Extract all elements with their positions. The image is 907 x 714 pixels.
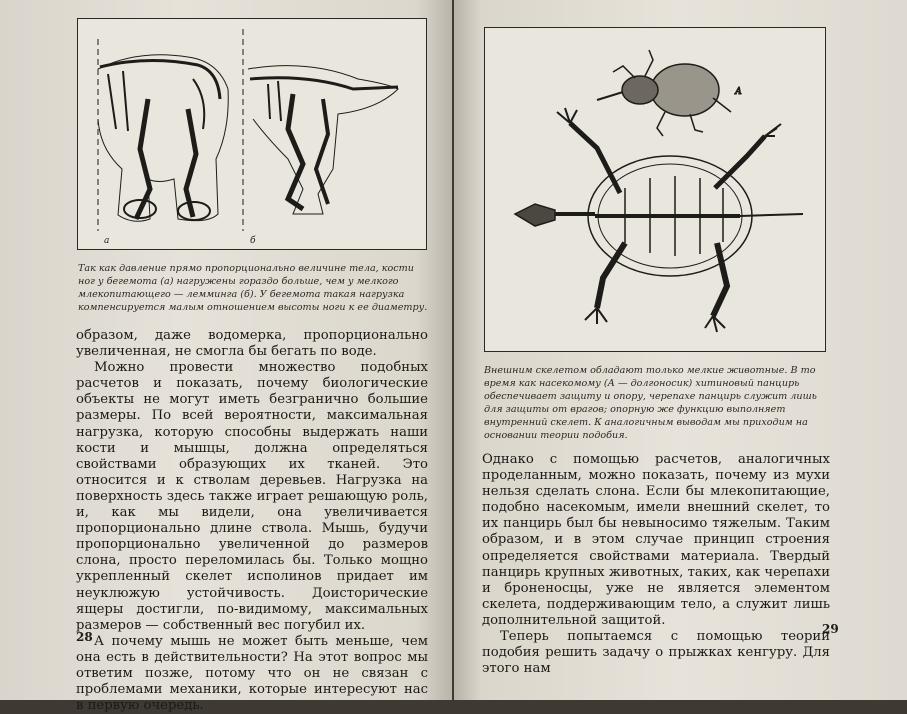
- paragraph: Можно провести множество подобных расчетов и показать, почему биологические объекты не могут иметь безгранично большие размеры. По всей вероятности, максимальная нагрузка, которую способны выдержать наши кости и мышцы, должна определяться свойствами образующих их тканей. Это относится и к стволам деревьев. Нагрузка на поверхность здесь также играет решающую роль, и, как мы видели, она увеличивается пропорционально длине ствола. Мышь, будучи пропорционально увеличенной до размеров слона, просто переломилась бы. Только мощно укрепленный скелет исполинов придает им неуклюжую устойчивость. Доисторические ящеры достигли, по-видимому, максимальных размеров — собственный вес погубил их.: [76, 360, 428, 633]
- paragraph: Однако с помощью расчетов, аналогичных проделанным, можно показать, почему из мухи нельзя сделать слона. Если бы млекопитающие, подобно насекомым, имели внешний скелет, то их панцирь был бы невыносимо тяжелым. Таким образом, и в этом случае принцип строения определяется свойствами материала. Твердый панцирь крупных животных, таких, как черепахи и броненосцы, уже не является элементом скелета, поддерживающим тело, а служит лишь дополнительной защитой.: [482, 452, 830, 628]
- paragraph: Теперь попытаемся с помощью теории подобия решить задачу о прыжках кенгуру. Для этого нам: [482, 629, 830, 677]
- paragraph: образом, даже водомерка, пропорционально увеличенная, не смогла бы бегать по воде.: [76, 328, 428, 360]
- turtle-weevil-figure: [484, 27, 826, 352]
- right-body-text: [482, 452, 830, 677]
- left-page: [0, 0, 452, 714]
- right-page: [454, 0, 907, 700]
- hippo-lemming-skeleton-illustration: [78, 19, 427, 250]
- page-number: 29: [822, 622, 839, 636]
- page-number: 28: [76, 630, 93, 644]
- skeleton-figure: [77, 18, 427, 250]
- figure-label-a: а: [104, 236, 110, 246]
- figure-caption: Внешним скелетом обладают только мелкие животные. В то время как насекомому (А — долгоносик) хитиновый панцирь обеспечивает защиту и опору, черепахе панцирь служит лишь для защиты от врагов; опорную же функцию выполняет внутренний скелет. К аналогичным выводам мы приходим на основании теории подобия.: [484, 365, 817, 441]
- paragraph: А почему мышь не может быть меньше, чем она есть в действительности? На этот вопрос мы ответим позже, потому что он не связан с проблемами механики, которые интересуют нас в первую очередь.: [76, 633, 428, 714]
- figure-caption: Так как давление прямо пропорционально величине тела, кости ног у бегемота (а) нагружены гораздо больше, чем у мелкого млекопитающего — лемминга (б). У бегемота такая нагрузка компенсируется малым отношением высоты ноги к ее диаметру.: [78, 263, 428, 313]
- left-body-text: [76, 328, 428, 714]
- figure-label-b: б: [250, 236, 256, 246]
- figure-label-a: А: [735, 87, 742, 97]
- weevil-turtle-skeleton-illustration: [485, 28, 826, 352]
